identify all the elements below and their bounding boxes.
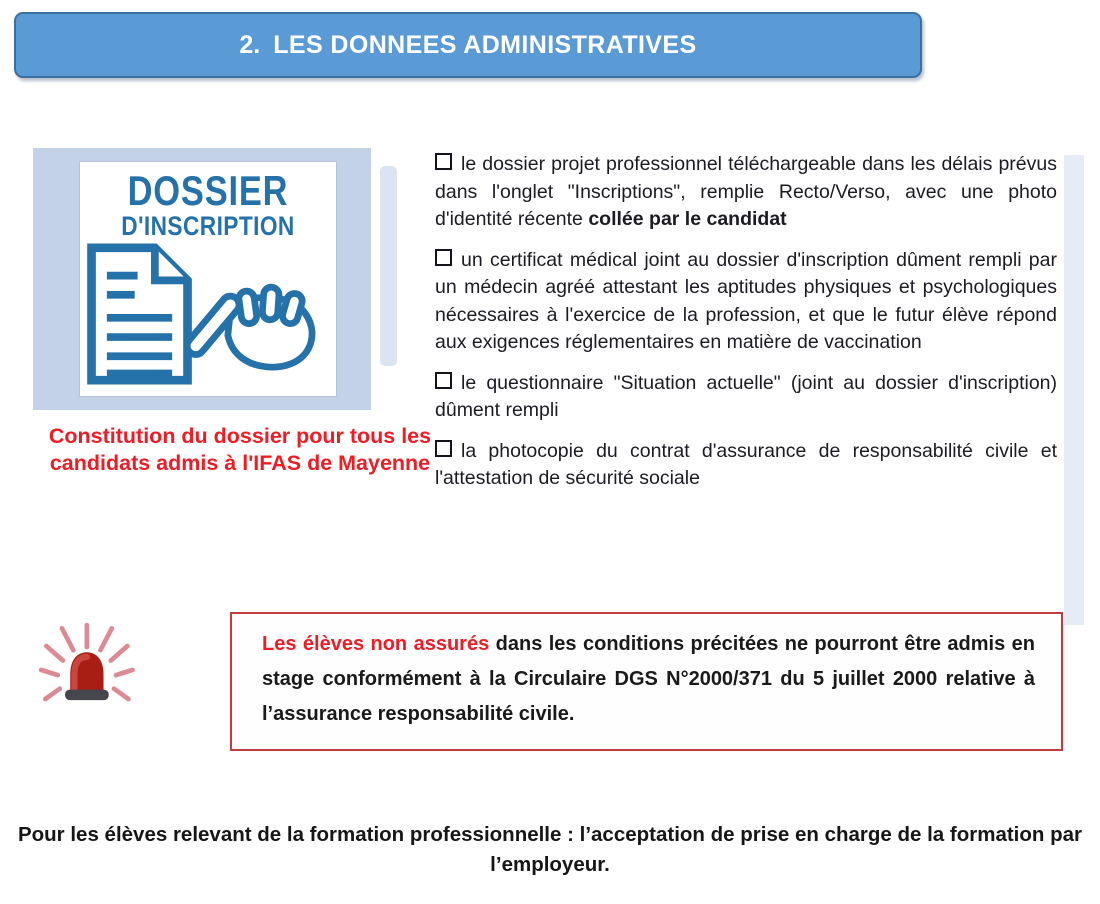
section-number: 2. xyxy=(239,30,261,59)
image-shadow-bar xyxy=(380,166,397,366)
insurance-warning-text xyxy=(262,627,1035,732)
checklist-item-bold-text: collée par le candidat xyxy=(588,208,787,230)
alarm-light-icon xyxy=(38,620,142,724)
checklist-item-text: la photocopie du contrat d'assurance de responsabilité civile et l'attestation de sécurité sociale xyxy=(435,439,1057,489)
checklist-item xyxy=(435,438,1057,493)
warning-body: dans les conditions précitées ne pourront être admis en stage conformément à la Circulaire DGS N°2000/371 du 5 juillet 2000 relative à l’assurance responsabilité civile. xyxy=(262,633,1035,725)
documents-checklist xyxy=(435,151,1057,506)
dossier-image-card xyxy=(79,161,337,397)
dossier-title-line1: DOSSIER xyxy=(127,167,289,214)
section-title: LES DONNEES ADMINISTRATIVES xyxy=(273,30,697,59)
checklist-item-text: un certificat médical joint au dossier d'inscription dûment rempli par un médecin agréé attestant les aptitudes physiques et psychologiques nécessaires à l'exercice de la profession, et que le futur élève répond aux exigences réglementaires en matière de vaccination xyxy=(435,248,1057,353)
document-pointing-hand-icon xyxy=(80,241,320,387)
insurance-warning-box xyxy=(230,612,1063,751)
page-margin-strip xyxy=(1064,155,1084,625)
empty-checkbox-icon xyxy=(435,372,452,389)
checklist-item xyxy=(435,370,1057,425)
checklist-item-text: le dossier projet professionnel téléchargeable dans les délais prévus dans l'onglet "Inscriptions", remplie Recto/Verso, avec une photo d'identité récente xyxy=(435,153,1057,230)
empty-checkbox-icon xyxy=(435,153,452,170)
empty-checkbox-icon xyxy=(435,249,452,266)
footer-note: Pour les élèves relevant de la formation professionnelle : l’acceptation de prise en charge de la formation par l’employeur. xyxy=(17,823,1083,876)
empty-checkbox-icon xyxy=(435,440,452,457)
dossier-image-panel xyxy=(33,148,371,410)
dossier-title-line2: D'INSCRIPTION xyxy=(121,211,295,241)
checklist-item-text: le questionnaire "Situation actuelle" (joint au dossier d'inscription) dûment rempli xyxy=(435,371,1057,421)
dossier-caption: Constitution du dossier pour tous les candidats admis à l'IFAS de Mayenne xyxy=(48,424,432,475)
checklist-item xyxy=(435,151,1057,234)
warning-highlight: Les élèves non assurés xyxy=(262,633,490,655)
section-header-banner xyxy=(14,12,922,78)
checklist-item xyxy=(435,247,1057,357)
